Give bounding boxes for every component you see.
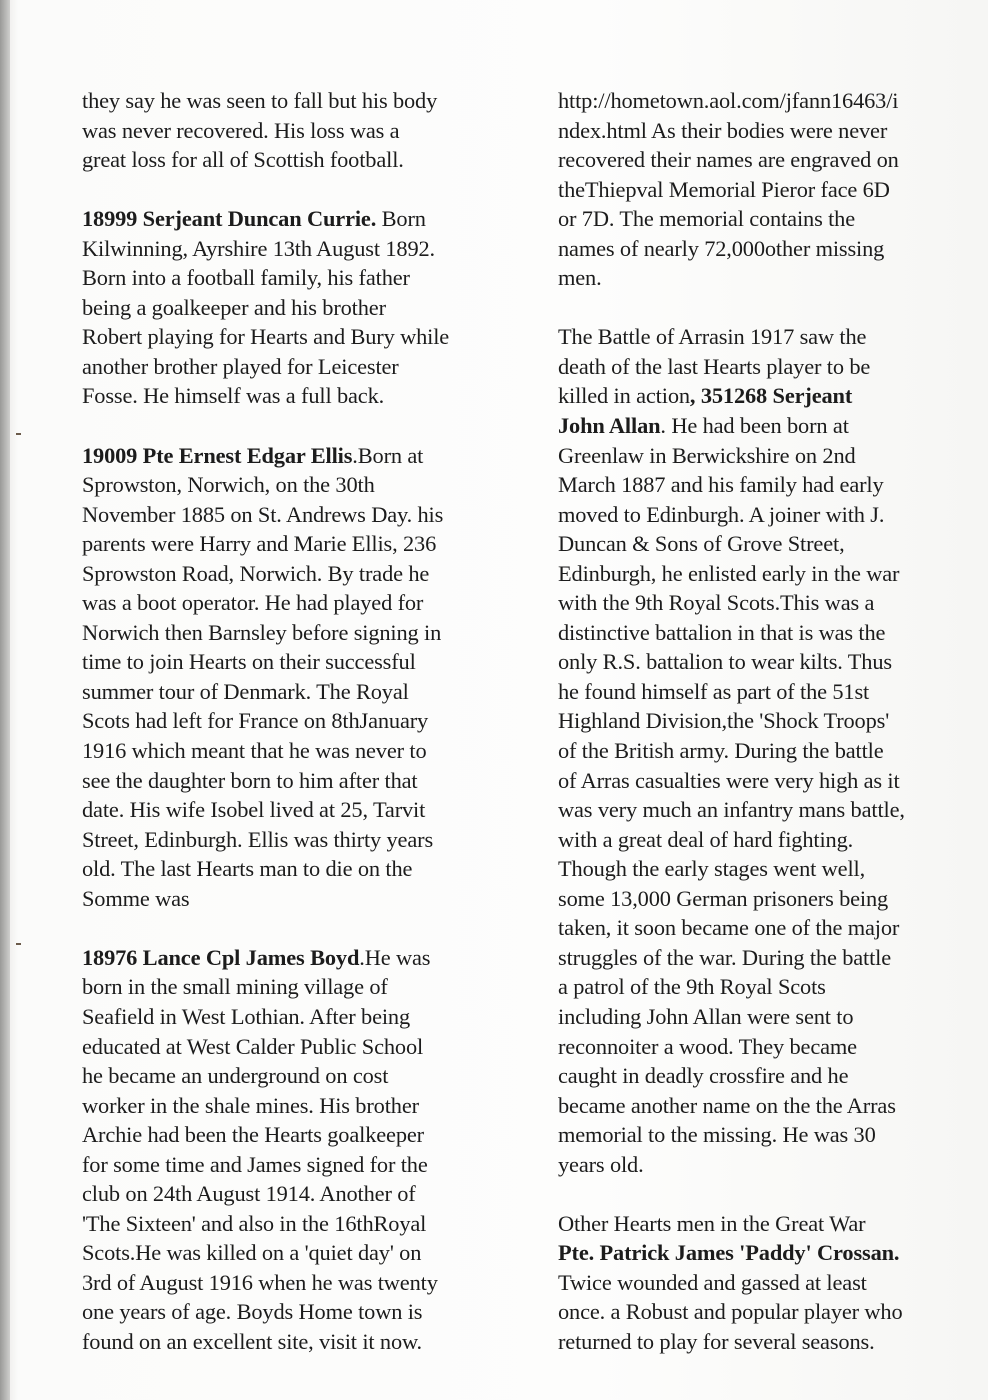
text-line: one years of age. Boyds Home town is [82,1299,423,1325]
soldier-heading: Pte. Patrick James 'Paddy' Crossan. [558,1240,900,1266]
text-line: a patrol of the 9th Royal Scots [558,974,826,1000]
text-line [558,381,958,411]
text-line: found on an excellent site, visit it now. [82,1328,423,1354]
text-line [82,943,500,973]
text-line: http://hometown.aol.com/jfann16463/i [558,88,899,113]
text-line: years old. [558,1151,644,1177]
text-line: another brother played for Leicester [82,353,399,379]
text-line: he became an underground on cost [82,1063,389,1089]
text-fragment: .He was [359,944,431,970]
text-line: parents were Harry and Marie Ellis, 236 [82,531,437,557]
text-line: Somme was [82,885,190,911]
text-line: born in the small mining village of [82,974,388,1000]
text-line: or 7D. The memorial contains the [558,206,855,232]
text-line: summer tour of Denmark. The Royal [82,678,409,704]
text-line: 1916 which meant that he was never to [82,738,427,764]
text-line: Street, Edinburgh. Ellis was thirty years [82,826,434,852]
paragraph-allan [558,322,958,1179]
text-line: The Battle of Arrasin 1917 saw the [558,324,867,350]
text-line: Robert playing for Hearts and Bury while [82,324,450,350]
text-line: Greenlaw in Berwickshire on 2nd [558,442,856,468]
text-fragment: . He had been born at [660,413,849,439]
paragraph-memorial [558,86,958,293]
text-line: see the daughter born to him after that [82,767,418,793]
text-line: names of nearly 72,000other missing [558,235,885,261]
text-fragment: killed in action [558,383,690,409]
text-line: some 13,000 German prisoners being [558,885,889,911]
text-line: of the British army. During the battle [558,738,884,764]
text-line: recovered their names are engraved on [558,147,899,173]
text-line: once. a Robust and popular player who [558,1299,903,1325]
soldier-heading: 19009 Pte Ernest Edgar Ellis [82,442,353,468]
text-line: Seafield in West Lothian. After being [82,1003,411,1029]
text-line: only R.S. battalion to wear kilts. Thus [558,649,892,675]
text-line: Kilwinning, Ayrshire 13th August 1892. [82,235,435,261]
text-line: being a goalkeeper and his brother [82,294,386,320]
text-line: was never recovered. His loss was a [82,117,400,143]
soldier-heading: 18976 Lance Cpl James Boyd [82,944,360,970]
text-line: 'The Sixteen' and also in the 16thRoyal [82,1210,427,1236]
text-line: old. The last Hearts man to die on the [82,856,413,882]
paragraph-fall [82,86,500,175]
text-line: Norwich then Barnsley before signing in [82,619,442,645]
text-line: caught in deadly crossfire and he [558,1063,849,1089]
text-line: November 1885 on St. Andrews Day. his [82,501,444,527]
text-line: distinctive battalion in that is was the [558,619,886,645]
paragraph-crossan [558,1209,958,1357]
text-line: they say he was seen to fall but his body [82,88,438,113]
paragraph-ellis [82,441,500,914]
text-line: time to join Hearts on their successful [82,649,416,675]
text-line: club on 24th August 1914. Another of [82,1181,416,1207]
text-line: Archie had been the Hearts goalkeeper [82,1122,424,1148]
paragraph-currie [82,204,500,411]
text-line: educated at West Calder Public School [82,1033,424,1059]
text-line: Though the early stages went well, [558,856,866,882]
text-line: of Arras casualties were very high as it [558,767,900,793]
text-line: returned to play for several seasons. [558,1328,875,1354]
text-line: Sprowston Road, Norwich. By trade he [82,560,430,586]
text-line: great loss for all of Scottish football. [82,147,404,173]
text-line: theThiepval Memorial Pieror face 6D [558,176,890,202]
text-line: worker in the shale mines. His brother [82,1092,419,1118]
text-line: Fosse. He himself was a full back. [82,383,385,409]
text-line: for some time and James signed for the [82,1151,428,1177]
text-line: 3rd of August 1916 when he was twenty [82,1269,438,1295]
text-line: was a boot operator. He had played for [82,590,424,616]
text-fragment: .Born at [352,442,424,468]
left-column [82,86,500,1357]
text-line: Highland Division,the 'Shock Troops' [558,708,890,734]
soldier-heading: 18999 Serjeant Duncan Currie. [82,206,377,232]
text-line: with the 9th Royal Scots.This was a [558,590,875,616]
text-line: ndex.html As their bodies were never [558,117,888,143]
right-column [558,86,958,1357]
text-line: memorial to the missing. He was 30 [558,1122,876,1148]
text-line: was very much an infantry mans battle, [558,797,905,823]
text-line [82,204,500,234]
text-line: became another name on the the Arras [558,1092,896,1118]
text-line: taken, it soon became one of the major [558,915,900,941]
text-line: Born into a football family, his father [82,265,410,291]
paragraph-boyd [82,943,500,1357]
text-line: struggles of the war. During the battle [558,944,892,970]
text-line: March 1887 and his family had early [558,472,884,498]
text-line: date. His wife Isobel lived at 25, Tarvit [82,797,426,823]
text-line: Other Hearts men in the Great War [558,1210,866,1236]
text-line: including John Allan were sent to [558,1003,854,1029]
text-line [558,411,958,441]
text-line: with a great deal of hard fighting. [558,826,854,852]
punch-mark [16,943,21,945]
text-line: Scots.He was killed on a 'quiet day' on [82,1240,422,1266]
text-line: death of the last Hearts player to be [558,353,871,379]
text-line: Sprowston, Norwich, on the 30th [82,472,375,498]
text-line: he found himself as part of the 51st [558,678,870,704]
binding-edge [0,0,10,1400]
text-line: men. [558,265,602,291]
soldier-heading: John Allan [558,413,661,439]
text-fragment: Born [376,206,426,232]
text-line: Edinburgh, he enlisted early in the war [558,560,900,586]
text-line: Duncan & Sons of Grove Street, [558,531,845,557]
text-line: Scots had left for France on 8thJanuary [82,708,429,734]
soldier-heading: , 351268 Serjeant [689,383,853,409]
text-line [82,441,500,471]
text-line: reconnoiter a wood. They became [558,1033,857,1059]
punch-mark [16,433,21,435]
text-line: moved to Edinburgh. A joiner with J. [558,501,885,527]
text-line: Twice wounded and gassed at least [558,1269,867,1295]
